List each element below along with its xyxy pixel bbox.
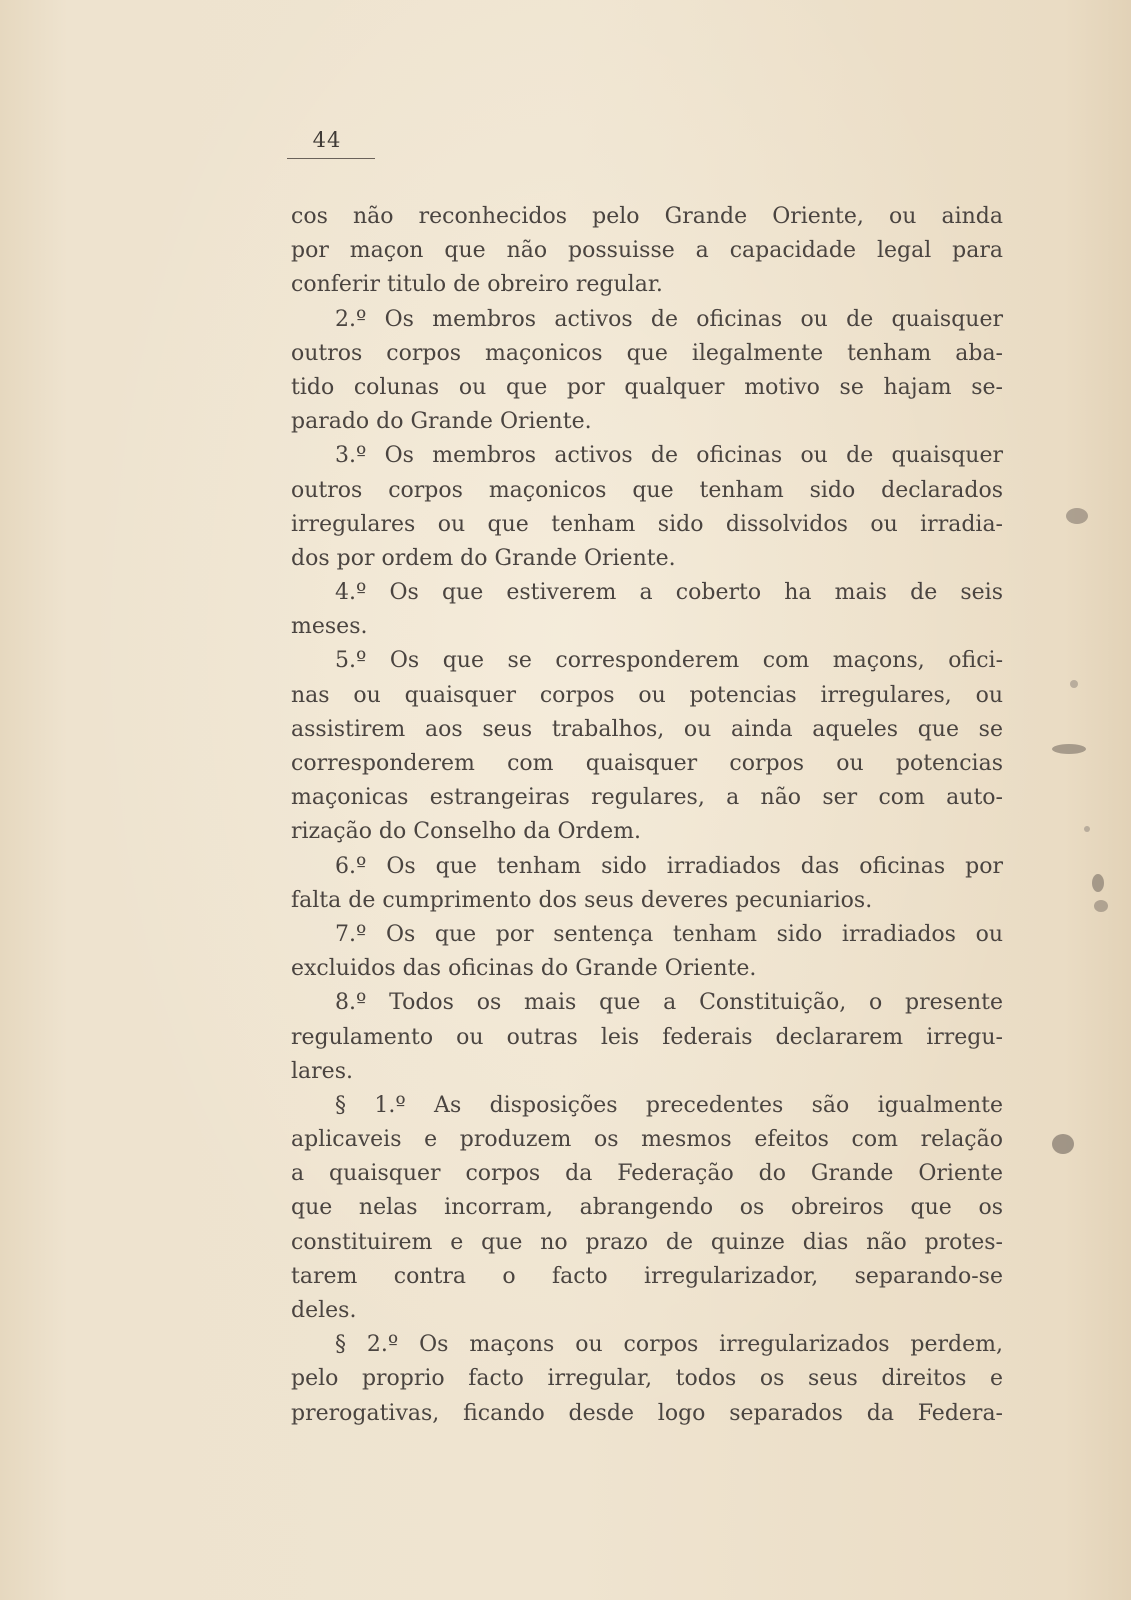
page-header (287, 128, 377, 159)
text-line: excluidos das oficinas do Grande Oriente. (291, 956, 757, 982)
text-line: tarem contra o facto irregularizador, separando-se (291, 1263, 1003, 1289)
text-line: corresponderem com quaisquer corpos ou potencias (291, 751, 1003, 776)
text-line: deles. (291, 1298, 357, 1323)
text-line: § 2.º Os maçons ou corpos irregularizados perdem, (335, 1332, 1003, 1358)
stain-mark (1094, 900, 1108, 912)
stain-mark (1084, 826, 1090, 832)
text-line: 7.º Os que por sentença tenham sido irradiados ou (335, 921, 1003, 947)
text-line: maçonicas estrangeiras regulares, a não ser com auto- (291, 785, 1003, 811)
text-line: outros corpos maçonicos que tenham sido declarados (291, 477, 1003, 503)
page-number: 44 (312, 128, 342, 152)
text-line: conferir titulo de obreiro regular. (291, 272, 663, 298)
text-line: nas ou quaisquer corpos ou potencias irregulares, ou (291, 682, 1003, 708)
text-line: irregulares ou que tenham sido dissolvidos ou irradia- (291, 511, 1003, 537)
text-line: por maçon que não possuisse a capacidade legal para (291, 238, 1003, 264)
text-line: lares. (291, 1058, 353, 1084)
text-line: 5.º Os que se corresponderem com maçons, ofici- (335, 648, 1003, 674)
stain-mark (1092, 874, 1104, 892)
text-line: assistirem aos seus trabalhos, ou ainda aqueles que se (291, 716, 1003, 742)
text-line: 8.º Todos os mais que a Constituição, o presente (335, 990, 1003, 1016)
text-line: dos por ordem do Grande Oriente. (291, 545, 676, 571)
page-number-underline (287, 158, 375, 159)
stain-mark (1066, 508, 1088, 524)
text-line: que nelas incorram, abrangendo os obreiros que os (291, 1195, 1003, 1221)
text-line: pelo proprio facto irregular, todos os seus direitos e (291, 1366, 1003, 1392)
text-line: constituirem e que no prazo de quinze dias não protes- (291, 1229, 1003, 1255)
text-line: 6.º Os que tenham sido irradiados das oficinas por (335, 853, 1003, 879)
text-line: 2.º Os membros activos de oficinas ou de quaisquer (335, 306, 1003, 332)
text-line: outros corpos maçonicos que ilegalmente tenham aba- (291, 340, 1003, 366)
text-line: cos não reconhecidos pelo Grande Oriente, ou ainda (291, 204, 1003, 229)
text-line: 3.º Os membros activos de oficinas ou de quaisquer (335, 443, 1003, 469)
stain-mark (1052, 744, 1086, 754)
text-line: aplicaveis e produzem os mesmos efeitos com relação (291, 1127, 1003, 1153)
text-line: tido colunas ou que por qualquer motivo se hajam se- (291, 374, 1003, 400)
text-line: prerogativas, ficando desde logo separados da Federa- (291, 1400, 1003, 1426)
text-line: a quaisquer corpos da Federação do Grande Oriente (291, 1161, 1003, 1187)
text-line: rização do Conselho da Ordem. (291, 819, 641, 845)
body-text (291, 200, 1003, 1431)
text-line: regulamento ou outras leis federais declararem irregu- (291, 1024, 1003, 1050)
stain-mark (1052, 1134, 1074, 1154)
stain-mark (1070, 680, 1078, 688)
text-line: 4.º Os que estiverem a coberto ha mais de seis (335, 580, 1003, 606)
text-line: § 1.º As disposições precedentes são igualmente (335, 1092, 1003, 1118)
text-line: meses. (291, 614, 368, 640)
text-line: falta de cumprimento dos seus deveres pecuniarios. (291, 887, 873, 913)
text-line: parado do Grande Oriente. (291, 409, 592, 435)
